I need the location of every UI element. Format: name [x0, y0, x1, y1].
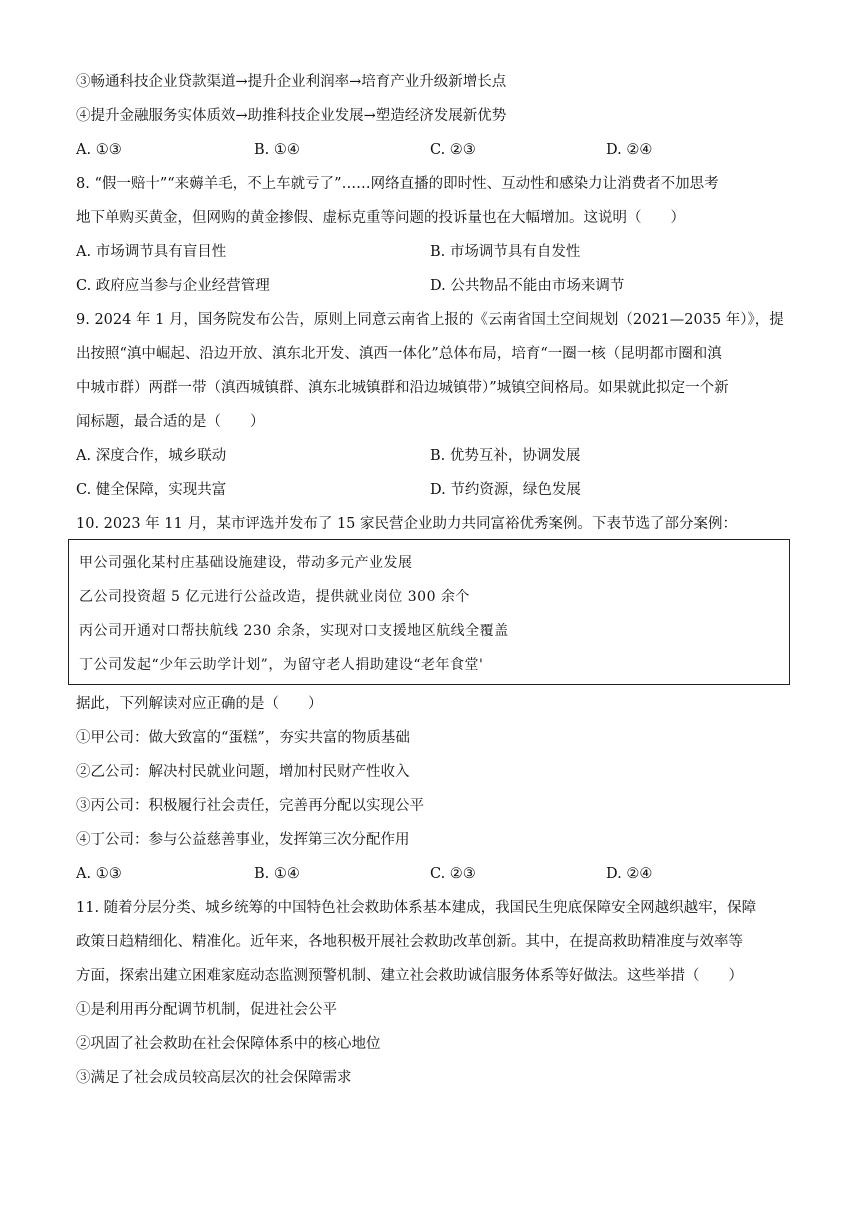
q10-option-c: C. ②③ — [430, 866, 476, 882]
q10-option-b: B. ①④ — [254, 866, 300, 882]
q10-option-a: A. ①③ — [76, 866, 122, 882]
q7-option-c: C. ②③ — [430, 142, 476, 158]
q7-option-d: D. ②④ — [606, 142, 653, 158]
q9-stem-line-1: 9. 2024 年 1 月，国务院发布公告，原则上同意云南省上报的《云南省国土空间规划（2021—2035 年）》，提 — [76, 312, 784, 328]
q10-item-3: ③丙公司：积极履行社会责任，完善再分配以实现公平 — [76, 798, 424, 814]
q9-option-d: D. 节约资源，绿色发展 — [430, 482, 581, 498]
q11-stem-line-1: 11. 随着分层分类、城乡统筹的中国特色社会救助体系基本建成，我国民生兜底保障安全网越织越牢，保障 — [76, 900, 757, 916]
q8-stem-line-1: 8. “假一赔十”“来薅羊毛，不上车就亏了”……网络直播的即时性、互动性和感染力让消费者不加思考 — [76, 176, 719, 192]
q11-stem-line-2: 政策日趋精细化、精准化。近年来，各地积极开展社会救助改革创新。其中，在提高救助精准度与效率等 — [76, 934, 743, 950]
q10-case-row: 甲公司强化某村庄基础设施建设，带动多元产业发展 — [79, 555, 413, 571]
q8-option-c: C. 政府应当参与企业经营管理 — [76, 278, 270, 294]
q8-option-a: A. 市场调节具有盲目性 — [76, 244, 227, 260]
q10-question: 据此，下列解读对应正确的是（ ） — [76, 696, 323, 712]
q10-case-table — [68, 539, 790, 685]
q9-stem-line-4: 闻标题，最合适的是（ ） — [76, 414, 265, 430]
q9-stem-line-2: 出按照“滇中崛起、沿边开放、滇东北开发、滇西一体化”总体布局，培育“一圈一核（昆明都市圈和滇 — [76, 346, 722, 362]
q8-stem-line-2: 地下单购买黄金，但网购的黄金掺假、虚标克重等问题的投诉量也在大幅增加。这说明（ ） — [76, 210, 685, 226]
q8-option-d: D. 公共物品不能由市场来调节 — [430, 278, 625, 294]
q10-case-row: 丙公司开通对口帮扶航线 230 余条，实现对口支援地区航线全覆盖 — [79, 623, 509, 639]
q11-item-2: ②巩固了社会救助在社会保障体系中的核心地位 — [76, 1036, 381, 1052]
q11-item-3: ③满足了社会成员较高层次的社会保障需求 — [76, 1070, 352, 1086]
q11-item-1: ①是利用再分配调节机制，促进社会公平 — [76, 1002, 337, 1018]
q9-option-c: C. 健全保障，实现共富 — [76, 482, 227, 498]
q10-item-1: ①甲公司：做大致富的“蛋糕”，夯实共富的物质基础 — [76, 730, 410, 746]
q10-item-4: ④丁公司：参与公益慈善事业，发挥第三次分配作用 — [76, 832, 410, 848]
q9-option-b: B. 优势互补，协调发展 — [430, 448, 581, 464]
q7-item-4: ④提升金融服务实体质效→助推科技企业发展→塑造经济发展新优势 — [76, 108, 507, 124]
q9-option-a: A. 深度合作，城乡联动 — [76, 448, 227, 464]
q7-item-3: ③畅通科技企业贷款渠道→提升企业利润率→培育产业升级新增长点 — [76, 74, 507, 90]
q9-stem-line-3: 中城市群）两群一带（滇西城镇群、滇东北城镇群和沿边城镇带）”城镇空间格局。如果就此拟定一个新 — [76, 380, 729, 396]
q11-stem-line-3: 方面，探索出建立困难家庭动态监测预警机制、建立社会救助诚信服务体系等好做法。这些举措（ ） — [76, 968, 743, 984]
q10-option-d: D. ②④ — [606, 866, 653, 882]
q10-case-row: 乙公司投资超 5 亿元进行公益改造，提供就业岗位 300 余个 — [79, 589, 470, 605]
q7-option-b: B. ①④ — [254, 142, 300, 158]
q8-option-b: B. 市场调节具有自发性 — [430, 244, 581, 260]
q10-stem: 10. 2023 年 11 月，某市评选并发布了 15 家民营企业助力共同富裕优秀案例。下表节选了部分案例： — [76, 516, 738, 532]
q10-item-2: ②乙公司：解决村民就业问题，增加村民财产性收入 — [76, 764, 410, 780]
q7-option-a: A. ①③ — [76, 142, 122, 158]
q10-case-row: 丁公司发起“少年云助学计划”，为留守老人捐助建设“老年食堂' — [79, 657, 484, 673]
